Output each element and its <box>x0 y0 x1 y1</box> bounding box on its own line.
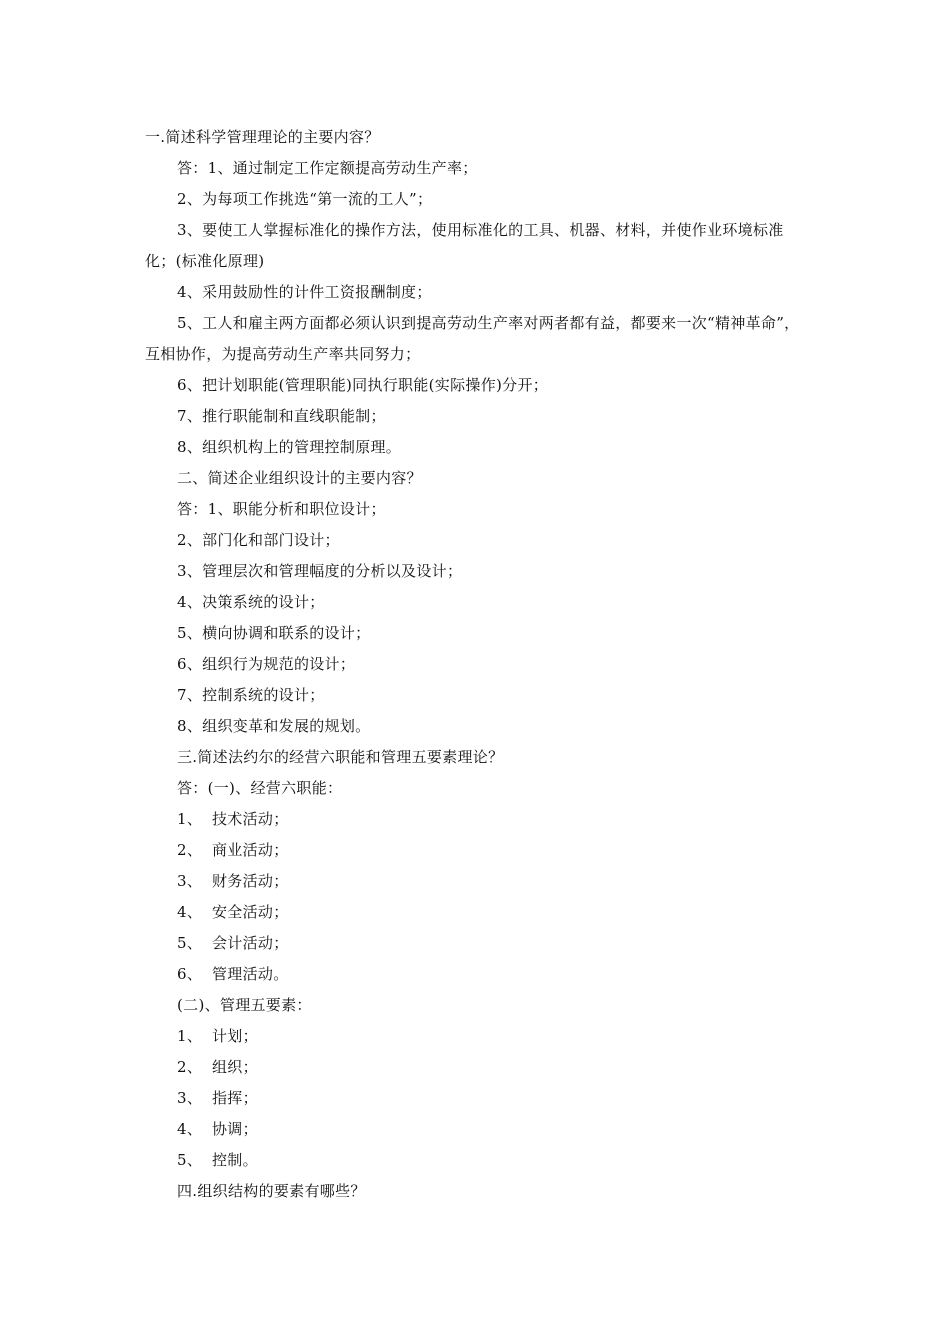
list-text: 安全活动； <box>212 903 289 921</box>
q2-answer-line-3: 3、管理层次和管理幅度的分析以及设计； <box>177 562 463 580</box>
five-elements-item <box>145 1114 810 1145</box>
five-elements-item <box>145 1021 810 1052</box>
list-number: 4、 <box>177 1120 203 1138</box>
five-elements-item <box>145 1083 810 1114</box>
q2-answer-line-7: 7、控制系统的设计； <box>177 686 325 704</box>
six-functions-item <box>145 959 810 990</box>
list-text: 协调； <box>212 1120 258 1138</box>
q2-answer-line-8: 8、组织变革和发展的规划。 <box>177 717 371 735</box>
list-number: 1、 <box>177 1027 203 1045</box>
list-text: 指挥； <box>212 1089 258 1107</box>
list-text: 财务活动； <box>212 872 289 890</box>
q3-part-2-heading: (二)、管理五要素： <box>177 996 312 1014</box>
six-functions-item <box>145 835 810 866</box>
list-number: 5、 <box>177 1151 203 1169</box>
six-functions-item <box>145 866 810 897</box>
list-number: 3、 <box>177 1089 203 1107</box>
q1-answer-line-3: 3、要使工人掌握标准化的操作方法，使用标准化的工具、机器、材料，并使作业环境标准化；(标准化原理) <box>145 221 784 270</box>
q2-answer-line-1: 答：1、职能分析和职位设计； <box>177 500 386 518</box>
list-number: 2、 <box>177 841 203 859</box>
list-text: 组织； <box>212 1058 258 1076</box>
q2-answer-line-5: 5、横向协调和联系的设计； <box>177 624 371 642</box>
list-text: 技术活动； <box>212 810 289 828</box>
q1-answer-line-6: 6、把计划职能(管理职能)同执行职能(实际操作)分开； <box>177 376 549 394</box>
six-functions-item <box>145 928 810 959</box>
q2-answer-line-6: 6、组织行为规范的设计； <box>177 655 356 673</box>
list-number: 4、 <box>177 903 203 921</box>
list-number: 1、 <box>177 810 203 828</box>
document-body <box>145 122 810 1207</box>
list-number: 5、 <box>177 934 203 952</box>
q1-answer-line-8: 8、组织机构上的管理控制原理。 <box>177 438 402 456</box>
five-elements-item <box>145 1145 810 1176</box>
q1-answer-line-2: 2、为每项工作挑选“第一流的工人”； <box>177 190 433 208</box>
question-1-title: 一.简述科学管理理论的主要内容？ <box>145 128 380 146</box>
list-text: 控制。 <box>212 1151 258 1169</box>
five-elements-item <box>145 1052 810 1083</box>
six-functions-item <box>145 804 810 835</box>
q2-answer-line-2: 2、部门化和部门设计； <box>177 531 340 549</box>
q1-answer-line-5: 5、工人和雇主两方面都必须认识到提高劳动生产率对两者都有益，都要来一次“精神革命”，互相协作，为提高劳动生产率共同努力； <box>145 314 800 363</box>
list-text: 会计活动； <box>212 934 289 952</box>
list-number: 2、 <box>177 1058 203 1076</box>
list-text: 管理活动。 <box>212 965 289 983</box>
q2-answer-line-4: 4、决策系统的设计； <box>177 593 325 611</box>
q3-part-1-heading: 答：(一)、经营六职能： <box>177 779 343 797</box>
list-number: 3、 <box>177 872 203 890</box>
list-text: 商业活动； <box>212 841 289 859</box>
q1-answer-line-7: 7、推行职能制和直线职能制； <box>177 407 386 425</box>
q1-answer-line-4: 4、采用鼓励性的计件工资报酬制度； <box>177 283 432 301</box>
list-number: 6、 <box>177 965 203 983</box>
question-2-title: 二、简述企业组织设计的主要内容？ <box>177 469 422 487</box>
list-text: 计划； <box>212 1027 258 1045</box>
six-functions-item <box>145 897 810 928</box>
question-3-title: 三.简述法约尔的经营六职能和管理五要素理论？ <box>177 748 504 766</box>
question-4-title: 四.组织结构的要素有哪些？ <box>177 1182 366 1200</box>
q1-answer-line-1: 答：1、通过制定工作定额提高劳动生产率； <box>177 159 478 177</box>
